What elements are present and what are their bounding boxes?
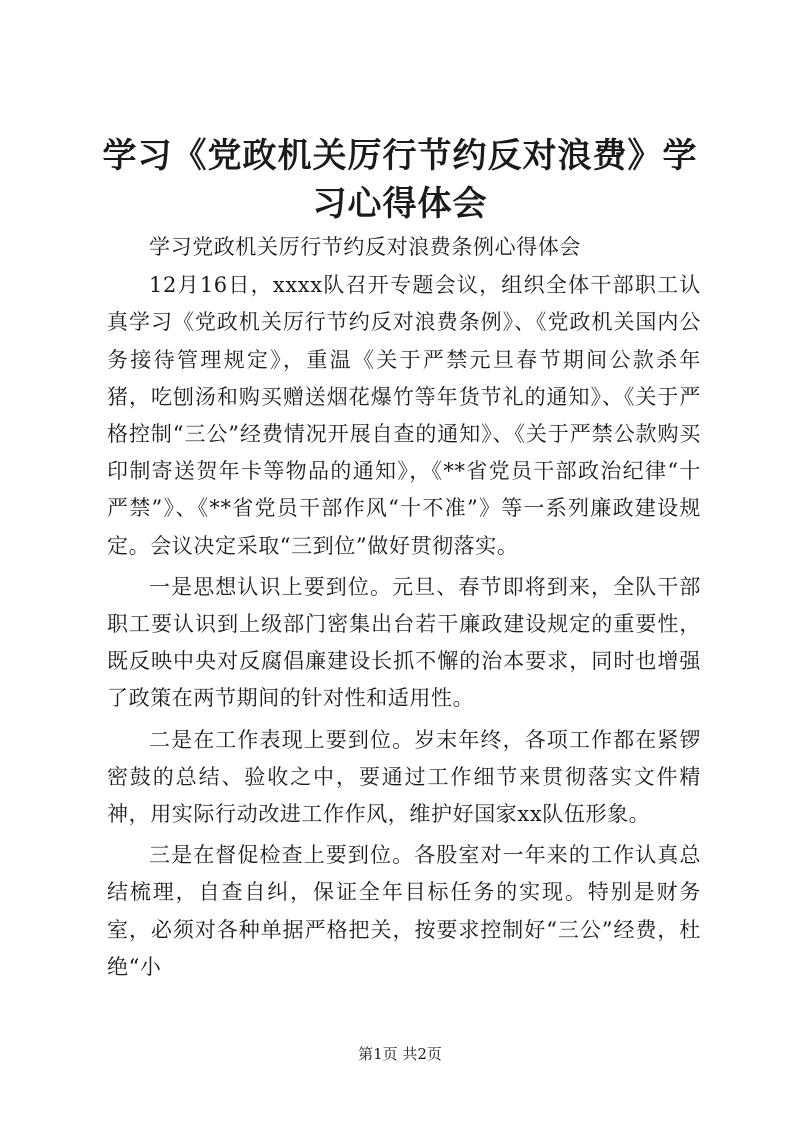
document-title: 学习《党政机关厉行节约反对浪费》学习心得体会 [102, 136, 698, 224]
paragraph-supervision: 三是在督促检查上要到位。各股室对一年来的工作认真总结梳理，自查自纠，保证全年目标任务的实现。特别是财务室，必须对各种单据严格把关，按要求控制好“三公”经费，杜绝“小 [107, 843, 701, 979]
paragraph-meeting: 12月16日，xxxx队召开专题会议，组织全体干部职工认真学习《党政机关厉行节约反对浪费条例》、《党政机关国内公务接待管理规定》，重温《关于严禁元旦春节期间公款杀年猪，吃刨汤和购买赠送烟花爆竹等年货节礼的通知》、《关于严格控制“三公”经费情况开展自查的通知》、《关于严禁公款购买印制寄送贺年卡等物品的通知》，《**省党员干部政治纪律“十严禁”》、《**省党员干部作风“十不准”》等一系列廉政建设规定。会议决定采取“三到位”做好贯彻落实。 [107, 273, 701, 558]
page-number-footer: 第1页 共2页 [358, 1045, 442, 1063]
document-body [107, 229, 701, 986]
paragraph-thinking: 一是思想认识上要到位。元旦、春节即将到来，全队干部职工要认识到上级部门密集出台若干廉政建设规定的重要性，既反映中央对反腐倡廉建设长抓不懈的治本要求，同时也增强了政策在两节期间的针对性和适用性。 [107, 574, 701, 711]
document-subtitle: 学习党政机关厉行节约反对浪费条例心得体会 [149, 235, 581, 259]
paragraph-work: 二是在工作表现上要到位。岁末年终，各项工作都在紧锣密鼓的总结、验收之中，要通过工作细节来贯彻落实文件精神，用实际行动改进工作作风，维护好国家xx队伍形象。 [107, 727, 701, 827]
